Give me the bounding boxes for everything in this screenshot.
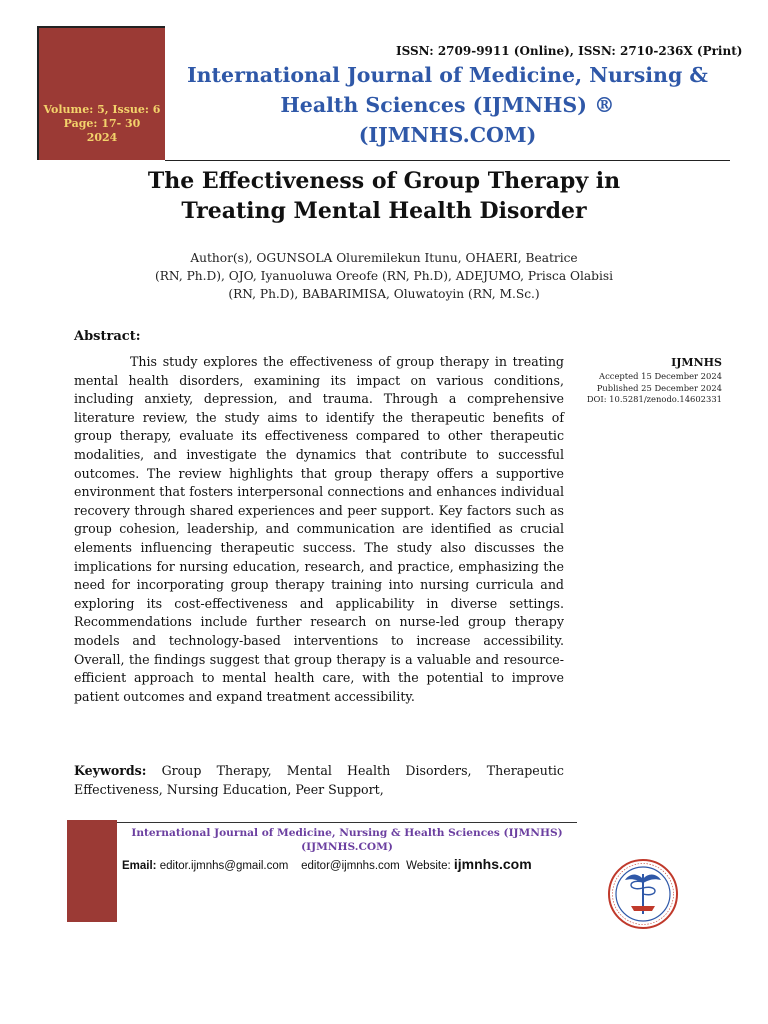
volume-info-box	[37, 26, 165, 160]
accepted-date: Accepted 15 December 2024	[599, 371, 722, 381]
author-list	[70, 249, 698, 303]
issn-line: ISSN: 2709-9911 (Online), ISSN: 2710-236X (Print)	[396, 44, 743, 58]
page-range: Page: 17- 30	[63, 117, 141, 130]
footer-journal-title	[117, 826, 577, 854]
journal-title-line-1: International Journal of Medicine, Nursing &	[187, 63, 708, 87]
authors-line-2: (RN, Ph.D), OJO, Iyanuoluwa Oreofe (RN, Ph.D), ADEJUMO, Prisca Olabisi	[155, 269, 613, 283]
website-label: Website:	[406, 860, 454, 872]
journal-title-line-2: Health Sciences (IJMNHS) ®	[280, 93, 615, 117]
journal-abbreviation: IJMNHS	[671, 356, 722, 369]
keywords-list: Group Therapy, Mental Health Disorders, Therapeutic Effectiveness, Nursing Education, Peer Support,	[74, 763, 564, 797]
authors-line-1: Author(s), OGUNSOLA Oluremilekun Itunu, OHAERI, Beatrice	[190, 251, 578, 265]
footer-journal-line-2: (IJMNHS.COM)	[301, 841, 393, 853]
website-link[interactable]: ijmnhs.com	[453, 856, 532, 872]
abstract-body	[74, 353, 564, 706]
publication-metadata	[580, 355, 722, 406]
article-title-line-1: The Effectiveness of Group Therapy in	[147, 168, 621, 194]
journal-title	[170, 60, 725, 150]
footer-divider	[117, 822, 577, 823]
journal-title-line-3: (IJMNHS.COM)	[358, 123, 537, 147]
email-gmail[interactable]: editor.ijmnhs@gmail.com	[159, 860, 289, 872]
article-title	[70, 166, 698, 226]
journal-seal-icon	[607, 858, 679, 930]
published-date: Published 25 December 2024	[596, 382, 722, 393]
publication-year: 2024	[86, 131, 118, 144]
abstract-paragraph: This study explores the effectiveness of group therapy in treating mental health disorders, examining its impact on various conditions, including anxiety, depression, and trauma. Through a comprehensive literature review, the study aims to identify the therapeutic benefits of group therapy, evaluate its effectiveness compared to other therapeutic modalities, and investigate the dynamics that contribute to successful outcomes. The review highlights that group therapy offers a supportive environment that fosters interpersonal connections and enhances individual recovery through shared experiences and peer support. Key factors such as group cohesion, leadership, and communication are identified as crucial elements influencing therapeutic success. The study also discusses the implications for nursing education, research, and practice, emphasizing the need for incorporating group therapy training into nursing curricula and exploring its cost-effectiveness and applicability in diverse settings. Recommendations include further research on nurse-led group therapy models and technology-based interventions to increase accessibility. Overall, the findings suggest that group therapy is a valuable and resource-efficient approach to mental health care, with the potential to improve patient outcomes and expand treatment accessibility.	[74, 354, 564, 704]
keywords	[74, 761, 564, 799]
keywords-label: Keywords:	[74, 763, 147, 778]
email-official[interactable]: editor@ijmnhs.com	[301, 860, 400, 872]
doi[interactable]: DOI: 10.5281/zenodo.14602331	[586, 394, 722, 404]
article-title-line-2: Treating Mental Health Disorder	[181, 198, 587, 224]
footer-journal-line-1: International Journal of Medicine, Nursing & Health Sciences (IJMNHS)	[131, 827, 563, 839]
footer-contact	[122, 856, 532, 872]
email-label: Email:	[122, 860, 160, 872]
footer-accent-box	[67, 820, 117, 922]
volume-issue: Volume: 5, Issue: 6	[43, 103, 161, 116]
abstract-heading: Abstract:	[74, 329, 141, 344]
authors-line-3: (RN, Ph.D), BABARIMISA, Oluwatoyin (RN, M.Sc.)	[228, 287, 540, 301]
header-divider	[165, 160, 730, 161]
